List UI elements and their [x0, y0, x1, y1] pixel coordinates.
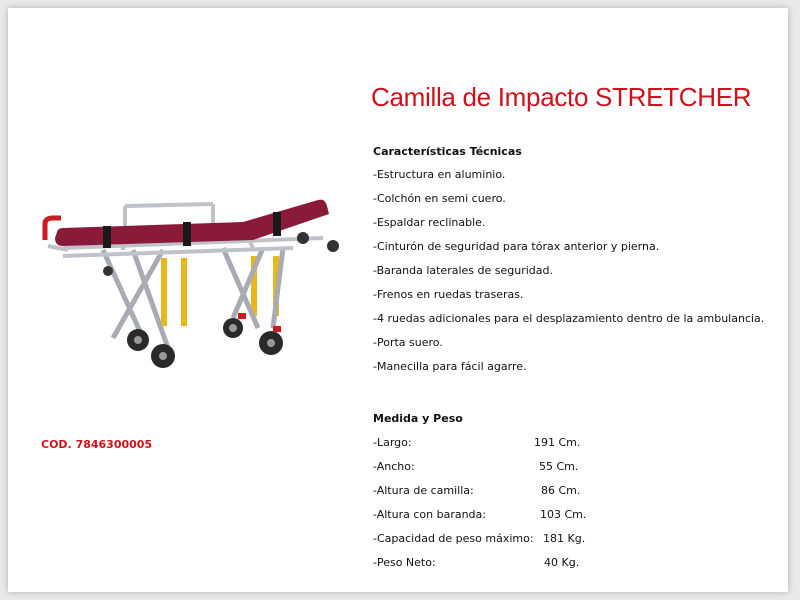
wheel	[297, 232, 309, 244]
yellow-strap	[161, 258, 167, 326]
feature-item: -4 ruedas adicionales para el desplazamiento dentro de la ambulancia.	[373, 312, 765, 325]
specs-heading: Medida y Peso	[373, 412, 463, 425]
wheel	[327, 240, 339, 252]
spec-value: 86 Cm.	[541, 484, 581, 497]
safety-belt	[273, 212, 281, 236]
spec-label: -Ancho:	[373, 460, 415, 473]
spec-value: 191 Cm.	[534, 436, 581, 449]
product-code: COD. 7846300005	[41, 438, 153, 451]
safety-belt	[103, 226, 111, 248]
feature-item: -Espaldar reclinable.	[373, 216, 486, 229]
document-sheet	[8, 8, 788, 592]
spec-value: 103 Cm.	[540, 508, 587, 521]
feature-item: -Baranda laterales de seguridad.	[373, 264, 553, 277]
safety-belt	[183, 222, 191, 246]
page-title: Camilla de Impacto STRETCHER	[371, 82, 752, 112]
feature-item: -Colchón en semi cuero.	[373, 192, 506, 205]
spec-label: -Capacidad de peso máximo:	[373, 532, 534, 545]
features-heading: Características Técnicas	[373, 145, 522, 158]
spec-value: 40 Kg.	[544, 556, 580, 569]
spec-value: 181 Kg.	[543, 532, 586, 545]
yellow-strap	[181, 258, 187, 326]
spec-label: -Altura con baranda:	[373, 508, 486, 521]
feature-item: -Frenos en ruedas traseras.	[373, 288, 524, 301]
feature-item: -Cinturón de seguridad para tórax anterior y pierna.	[373, 240, 660, 253]
spec-label: -Peso Neto:	[373, 556, 436, 569]
wheel	[103, 266, 113, 276]
feature-item: -Estructura en aluminio.	[373, 168, 506, 181]
feature-item: -Manecilla para fácil agarre.	[373, 360, 527, 373]
feature-item: -Porta suero.	[373, 336, 443, 349]
spec-label: -Altura de camilla:	[373, 484, 474, 497]
stretcher-image	[33, 188, 353, 378]
spec-label: -Largo:	[373, 436, 412, 449]
spec-value: 55 Cm.	[539, 460, 579, 473]
wheels	[127, 313, 283, 368]
